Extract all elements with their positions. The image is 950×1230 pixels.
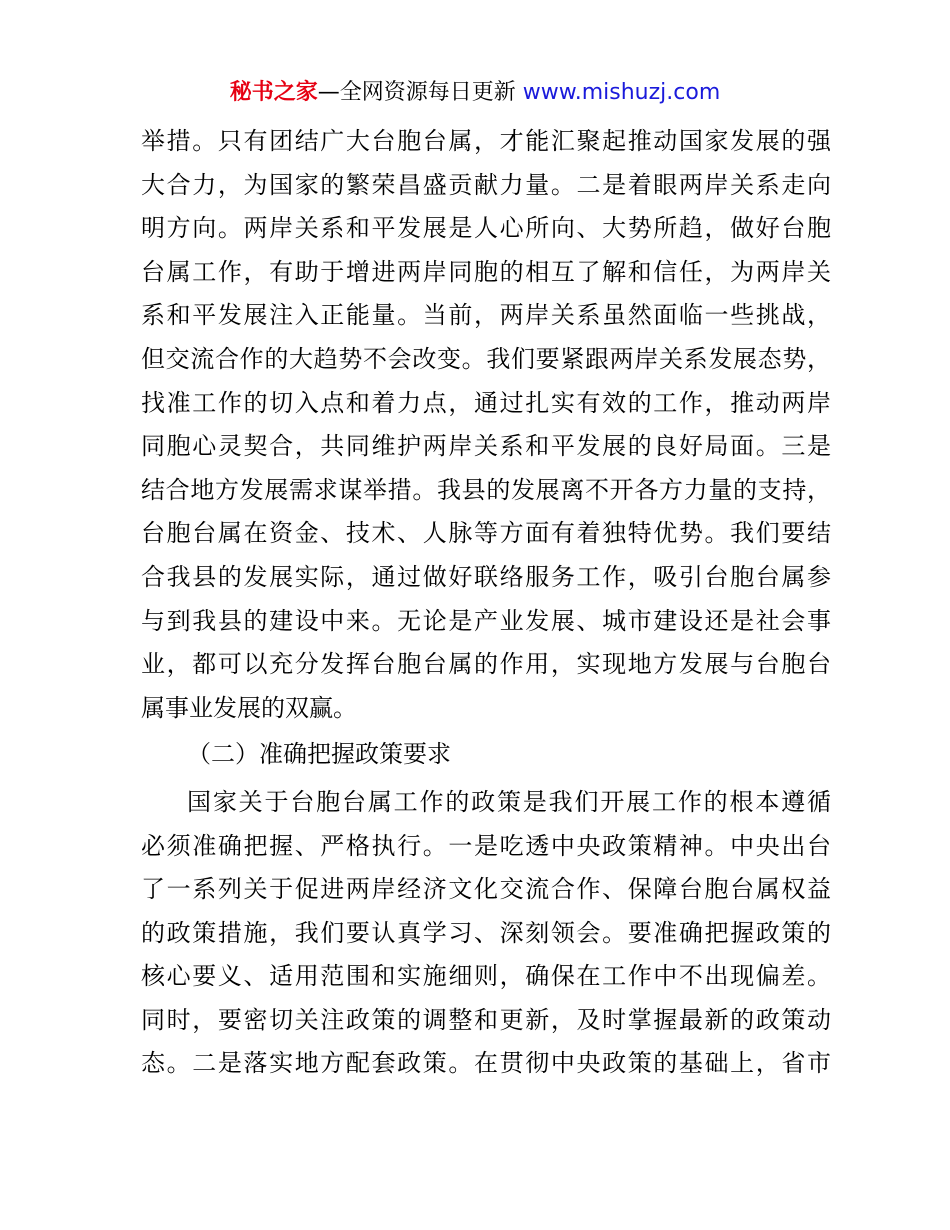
section-heading: （二）准确把握政策要求 <box>187 740 451 769</box>
text-line: 属事业发展的双赢。 <box>141 693 357 722</box>
header-brand: 秘书之家 <box>229 80 318 105</box>
paragraph-2 <box>141 781 831 1086</box>
header-site-link[interactable]: www.mishuzj.com <box>522 80 721 105</box>
text-line: 同时，要密切关注政策的调整和更新，及时掌握最新的政策动 <box>141 1005 831 1034</box>
text-line: 了一系列关于促进两岸经济文化交流合作、保障台胞台属权益 <box>141 875 831 904</box>
document-body <box>141 120 831 1086</box>
text-line: 核心要义、适用范围和实施细则，确保在工作中不出现偏差。 <box>141 962 831 991</box>
text-line: 业，都可以充分发挥台胞台属的作用，实现地方发展与台胞台 <box>141 650 831 679</box>
text-line: 合我县的发展实际，通过做好联络服务工作，吸引台胞台属参 <box>141 562 831 591</box>
text-line: 找准工作的切入点和着力点，通过扎实有效的工作，推动两岸 <box>141 388 831 417</box>
text-line: 明方向。两岸关系和平发展是人心所向、大势所趋，做好台胞 <box>141 214 831 243</box>
text-line: 台属工作，有助于增进两岸同胞的相互了解和信任，为两岸关 <box>141 257 831 286</box>
text-line: 大合力，为国家的繁荣昌盛贡献力量。二是着眼两岸关系走向 <box>141 170 831 199</box>
text-line: 举措。只有团结广大台胞台属，才能汇聚起推动国家发展的强 <box>141 127 831 155</box>
text-line: 与到我县的建设中来。无论是产业发展、城市建设还是社会事 <box>141 606 831 635</box>
text-line: 同胞心灵契合，共同维护两岸关系和平发展的良好局面。三是 <box>141 432 831 461</box>
text-line: 的政策措施，我们要认真学习、深刻领会。要准确把握政策的 <box>141 918 831 947</box>
text-line: 台胞台属在资金、技术、人脉等方面有着独特优势。我们要结 <box>141 519 831 548</box>
text-line: 结合地方发展需求谋举措。我县的发展离不开各方力量的支持， <box>141 475 831 504</box>
page-header <box>0 76 950 110</box>
paragraph-1 <box>141 120 831 730</box>
header-tagline: —全网资源每日更新 <box>317 80 516 105</box>
text-line: 国家关于台胞台属工作的政策是我们开展工作的根本遵循 <box>187 787 831 816</box>
text-line: 系和平发展注入正能量。当前，两岸关系虽然面临一些挑战， <box>141 301 831 330</box>
text-line: 但交流合作的大趋势不会改变。我们要紧跟两岸关系发展态势， <box>141 344 831 373</box>
text-line: 态。二是落实地方配套政策。在贯彻中央政策的基础上，省市 <box>141 1049 831 1078</box>
text-line: 必须准确把握、严格执行。一是吃透中央政策精神。中央出台 <box>141 831 831 860</box>
